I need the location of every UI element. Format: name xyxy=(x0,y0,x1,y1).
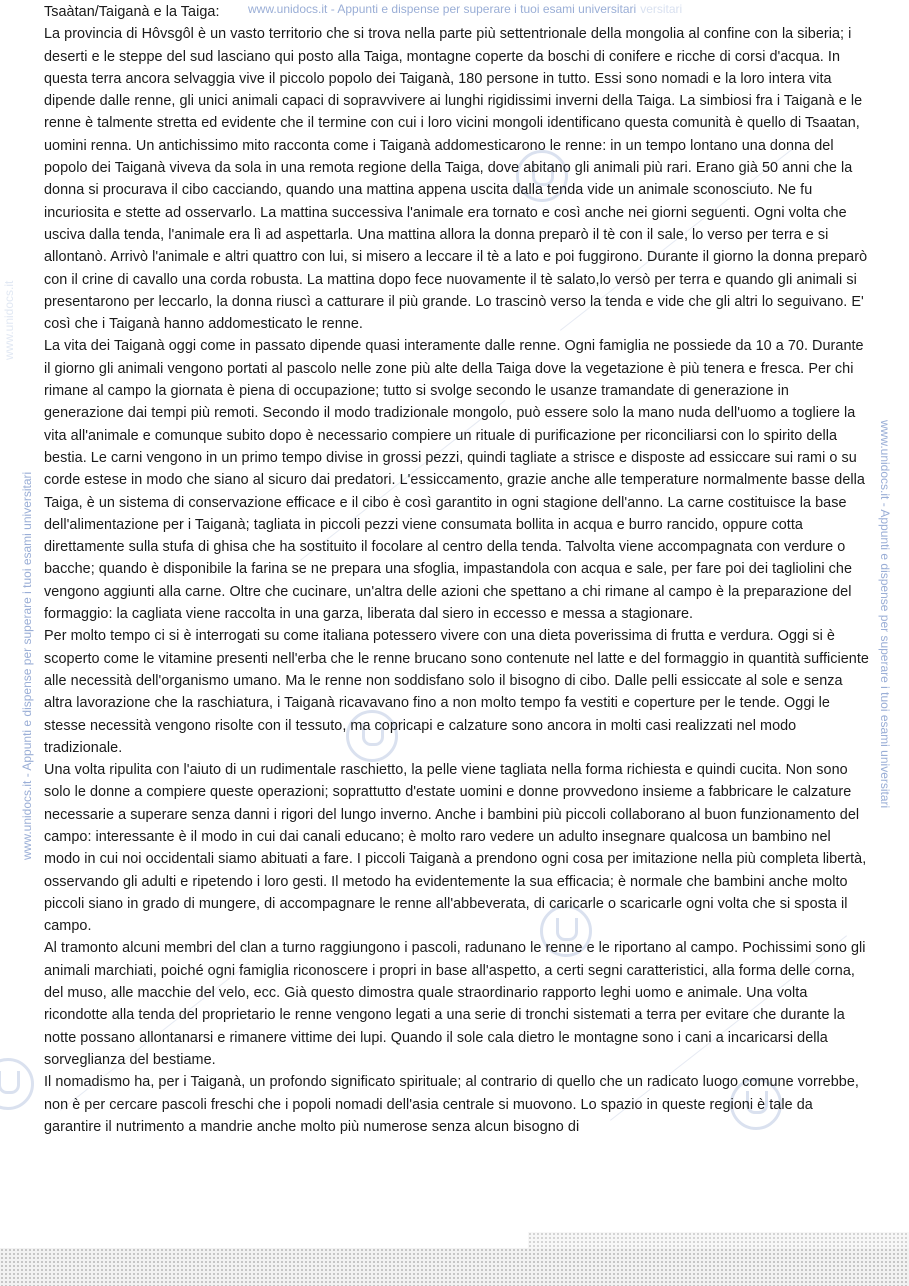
watermark-right: www.unidocs.it - Appunti e dispense per superare i tuoi esami universitari xyxy=(878,420,892,809)
dotted-overlay-bottom xyxy=(0,1248,909,1286)
paragraph: Al tramonto alcuni membri del clan a turno raggiungono i pascoli, radunano le renne e le riportano al campo. Pochissimi sono gli animali marchiati, poiché ogni famiglia riconoscere i propri in base all'aspetto, a certi segni caratteristici, alla forma delle corna, del muso, alle macchie del velo, ecc. Già questo dimostra quale straordinario rapporto leghi uomo e animale. Una volta ricondotte alla tenda del proprietario le renne vengono legati a una serie di tronchi sistemati a terra per evitare che durante la notte possano allontanarsi e rimanere vittime dei lupi. Quando il sole cala dietro le montagne sono i cani a incaricarsi della sorveglianza del bestiame. xyxy=(44,940,866,1068)
paragraph: La provincia di Hôvsgôl è un vasto territorio che si trova nella parte più settentrionale della mongolia al confine con la siberia; i deserti e le steppe del sud lasciano qui posto alla Taiga, montagne coperte da boschi di conifere e ricche di corsi d'acqua. In questa terra ancora selvaggia vive il piccolo popolo dei Taiganà, 180 persone in tutto. Essi sono nomadi e la loro intera vita dipende dalle renne, gli unici animali capaci di sopravvivere ai lunghi rigidissimi inverni della Taiga. La simbiosi fra i Taiganà e le renne è talmente stretta ed evidente che il termine con cui i loro vicini mongoli identificano questa comunità è quello di Tsaatan, uomini renna. Un antichissimo mito racconta come i Taiganà addomesticarono le renne: in un tempo lontano una donna del popolo dei Taiganà viveva da sola in una remota regione della Taiga, dove abitano gli animali più rari. Erano già 50 anni che la donna si procurava il cibo cacciando, quando una mattina appena uscita dalla tenda vide un animale sconosciuto. Ne fu incuriosita e stette ad osservarlo. La mattina successiva l'animale era tornato e così anche nei giorni seguenti. Ogni volta che usciva dalla tenda, l'animale era lì ad aspettarla. Una mattina allora la donna preparò il tè con il sale, lo verso per terra e si allontanò. Arrivò l'animale e altri quattro con lui, si misero a leccare il tè a lato e poi fuggirono. Durante il giorno la donna preparò con il crine di cavallo una corda robusta. La mattina dopo fece nuovamente il tè salato,lo versò per terra e quando gli animali si presentarono per leccarlo, la donna riuscì a catturare il più grande. Lo trascinò verso la tenda e vide che gli altri lo seguivano. E' così che i Taiganà hanno addomesticato le renne. xyxy=(44,26,868,333)
watermark-logo-icon xyxy=(0,1058,34,1110)
document-body xyxy=(44,1,870,1138)
paragraph: Una volta ripulita con l'aiuto di un rudimentale raschietto, la pelle viene tagliata nella forma richiesta e quindi cucita. Non sono solo le donne a compiere queste operazioni; soprattutto d'estate uomini e donne provvedono insieme a fabbricare le calzature necessarie a superare senza danni i rigori del lungo inverno. Anche i bambini più piccoli collaborano al buon funzionamento del campo: interessante è il modo in cui dai canali educano; è molto raro vedere un adulto insegnare qualcosa un bambino nel modo in cui noi occidentali siamo abituati a fare. I piccoli Taiganà a prendono ogni cosa per imitazione nella più completa libertà, osservando gli adulti e ripetendo i loro gesti. Il metodo ha evidentemente la sua efficacia; è normale che bambini anche molto piccoli siano in grado di mungere, di accompagnare le renne all'abbeverata, di caricarle o scaricarle ogni volta che si sposta il campo. xyxy=(44,762,867,935)
watermark-left-faint: www.unidocs.it xyxy=(2,280,16,360)
paragraph: La vita dei Taiganà oggi come in passato dipende quasi interamente dalle renne. Ogni famiglia ne possiede da 10 a 70. Durante il giorno gli animali vengono portati al pascolo nelle zone più alte della Taiga dove la vegetazione è più tenera e fresca. Per chi rimane al campo la giornata è piena di occupazione; tutto si svolge secondo le usanze tramandate di generazione in generazione dai tempi più remoti. Secondo il modo tradizionale mongolo, può essere solo la mano nuda dell'uomo a togliere la vita all'animale e comunque subito dopo è necessario compiere un rituale di purificazione per riconciliarsi con lo spirito della bestia. Le carni vengono in un primo tempo divise in grossi pezzi, quindi tagliate a strisce e disposte ad essiccare sui rami o su corde estese in modo che siano al sicuro dai predatori. L'essiccamento, grazie anche alle temperature normalmente basse della Taiga, è un sistema di conservazione efficace e il cibo è così garantito in ogni stagione dell'anno. La carne costituisce la base dell'alimentazione per i Taiganà; tagliata in piccoli pezzi viene consumata bollita in acqua e burro rancido, oppure cotta direttamente sulla stufa di ghisa che ha sostituito il focolare al centro della tenda. Talvolta viene accompagnata con verdure o bacche; quando è disponibile la farina se ne prepara una sfoglia, impastandola con acqua e sale, per fare poi dei tagliolini che vengono aggiunti alla carne. Oltre che cucinare, un'altra delle azioni che spettano a chi rimane al campo è la preparazione del formaggio: la cagliata viene raccolta in una garza, liberata dal siero in eccesso e messa a stagionare. xyxy=(44,338,865,623)
watermark-left: www.unidocs.it - Appunti e dispense per superare i tuoi esami universitari xyxy=(20,471,34,860)
watermark-top-ghost: versitari xyxy=(640,2,683,16)
dotted-overlay-right xyxy=(528,1232,909,1248)
paragraph: Per molto tempo ci si è interrogati su come italiana potessero vivere con una dieta poverissima di frutta e verdura. Oggi si è scoperto come le vitamine presenti nell'erba che le renne brucano sono contenute nel latte e del formaggio in quantità sufficiente alle necessità dell'organismo umano. Ma le renne non soddisfano solo il bisogno di cibo. Dalle pelli essiccate al sole e senza altra lavorazione che la raschiatura, i Taiganà ricavavano fino a non molto tempo fa vestiti e coperture per le tende. Oggi le stesse necessità vengono risolte con il tessuto, ma copricapi e calzature sono ancora in molti casi realizzati nel modo tradizionale. xyxy=(44,628,869,756)
watermark-top-text: www.unidocs.it - Appunti e dispense per superare i tuoi esami universitari xyxy=(248,2,637,16)
paragraph: Il nomadismo ha, per i Taiganà, un profondo significato spirituale; al contrario di quello che un radicato luogo comune vorrebbe, non è per cercare pascoli freschi che i popoli nomadi dell'asia centrale si muovono. Lo spazio in queste regioni è tale da garantire il nutrimento a mandrie anche molto più numerose senza alcun bisogno di xyxy=(44,1074,859,1135)
document-title: Tsaàtan/Taiganà e la Taiga: xyxy=(44,4,220,20)
